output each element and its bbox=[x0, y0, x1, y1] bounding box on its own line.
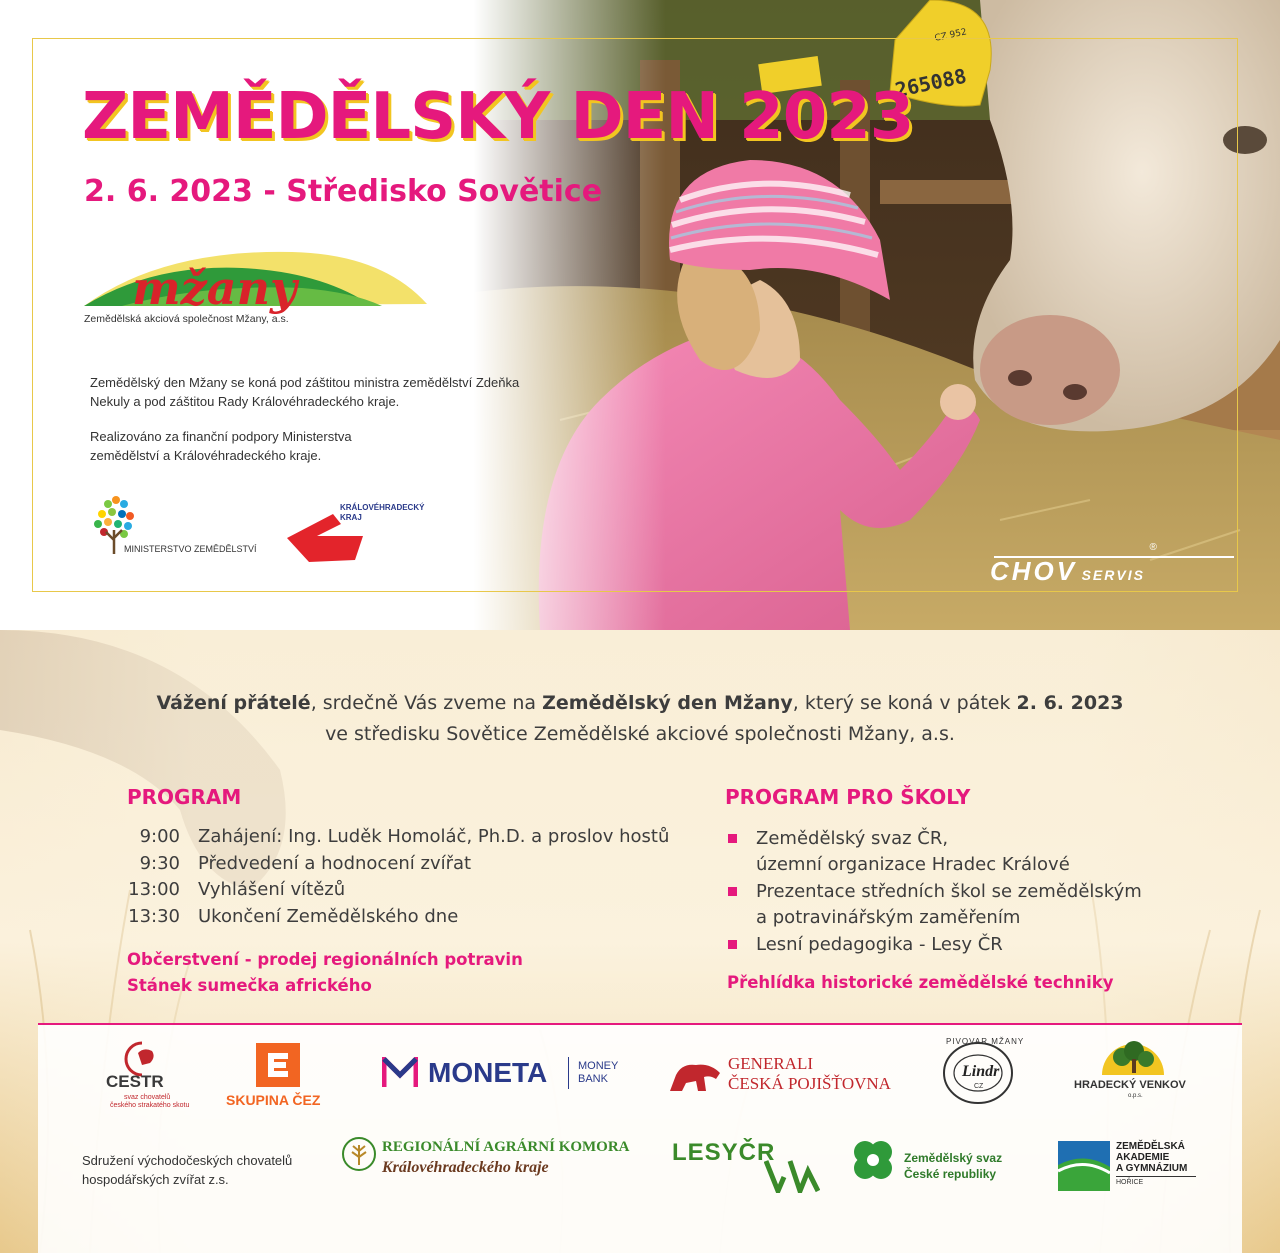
kralovehradecky-kraj-label: KRÁLOVÉHRADECKÝ KRAJ bbox=[340, 503, 425, 522]
sponsor-panel bbox=[38, 1025, 1242, 1253]
program-row: 13:00 Vyhlášení vítězů bbox=[128, 879, 346, 900]
funding-text: Realizováno za finanční podpory Ministerstva zemědělství a Královéhradeckého kraje. bbox=[90, 429, 352, 463]
bullet-icon bbox=[728, 940, 737, 949]
company-name: Zemědělská akciová společnost Mžany, a.s. bbox=[84, 313, 289, 325]
school-program-item: Zemědělský svaz ČR, územní organizace Hradec Králové bbox=[728, 826, 1208, 878]
hradecky-venkov-logo: HRADECKÝ VENKOV o.p.s. bbox=[1070, 1035, 1200, 1115]
clover-icon bbox=[848, 1137, 898, 1187]
program-heading: PROGRAM bbox=[127, 785, 242, 809]
school-program-item: Prezentace středních škol se zemědělským a potravinářským zaměřením bbox=[728, 879, 1208, 931]
bullet-icon bbox=[728, 887, 737, 896]
tree-icon bbox=[1100, 1035, 1166, 1075]
invitation-text: Vážení přátelé, srdečně Vás zveme na Zemědělský den Mžany, který se koná v pátek 2. 6. 2023 ve středisku Sovětice Zemědělské akciové společnosti Mžany, a.s. bbox=[156, 692, 1124, 745]
zemedelsky-svaz-logo: Zemědělský svaz České republiky bbox=[848, 1137, 1038, 1193]
cestr-logo: CESTR svaz chovatelů českého strakatého skotu bbox=[104, 1041, 204, 1111]
chovservis-watermark: CHOV SERVIS ® bbox=[990, 542, 1157, 586]
program-section bbox=[0, 630, 1280, 1253]
lesy-cr-logo: LESYČR bbox=[672, 1139, 822, 1199]
event-subtitle: 2. 6. 2023 - Středisko Sovětice bbox=[84, 174, 603, 209]
program-row: 9:30 Předvedení a hodnocení zvířat bbox=[139, 853, 472, 874]
lesy-tree-icon bbox=[764, 1159, 820, 1193]
patronage-text: Zemědělský den Mžany se koná pod záštitou ministra zemědělství Zdeňka Nekuly a pod záštitou Rady Královéhradeckého kraje. bbox=[90, 375, 520, 409]
refreshments-note: Občerstvení - prodej regionálních potravin bbox=[127, 950, 523, 969]
bullet-icon bbox=[728, 834, 737, 843]
ministry-label: MINISTERSTVO ZEMĚDĚLSTVÍ bbox=[124, 544, 257, 554]
moneta-logo: MONETA MONEY BANK bbox=[382, 1055, 642, 1095]
historic-machinery-note: Přehlídka historické zemědělské techniky bbox=[727, 973, 1114, 992]
akademie-icon bbox=[1058, 1141, 1110, 1191]
zemedelska-akademie-logo: ZEMĚDĚLSKÁ AKADEMIE A GYMNÁZIUM HOŘICE bbox=[1058, 1141, 1238, 1197]
cez-icon bbox=[256, 1043, 300, 1087]
generali-logo: GENERALI ČESKÁ POJIŠŤOVNA bbox=[666, 1053, 896, 1103]
mzany-logo-text: mžany bbox=[132, 261, 297, 315]
sdruzeni-chovatelu-text: Sdružení východočeských chovatelů hospodářských zvířat z.s. bbox=[82, 1153, 293, 1187]
event-title: ZEMĚDĚLSKÝ DEN 2023 bbox=[82, 80, 914, 154]
program-row: 9:00 Zahájení: Ing. Luděk Homoláč, Ph.D. a proslov hostů bbox=[139, 826, 670, 847]
catfish-stand-note: Stánek sumečka afrického bbox=[127, 976, 372, 995]
program-row: 13:30 Ukončení Zemědělského dne bbox=[128, 906, 459, 927]
wheat-icon bbox=[342, 1137, 376, 1171]
regionalni-agrarni-komora-logo: REGIONÁLNÍ AGRÁRNÍ KOMORA Královéhradeckého kraje bbox=[342, 1137, 652, 1189]
cez-logo: SKUPINA ČEZ bbox=[226, 1043, 336, 1113]
lion-icon bbox=[666, 1055, 724, 1095]
school-program-item: Lesní pedagogika - Lesy ČR bbox=[728, 932, 1208, 958]
pivovar-mzany-logo: PIVOVAR MŽANY Lindr CZ bbox=[932, 1033, 1032, 1123]
moneta-icon bbox=[382, 1057, 418, 1089]
schools-heading: PROGRAM PRO ŠKOLY bbox=[725, 785, 971, 809]
